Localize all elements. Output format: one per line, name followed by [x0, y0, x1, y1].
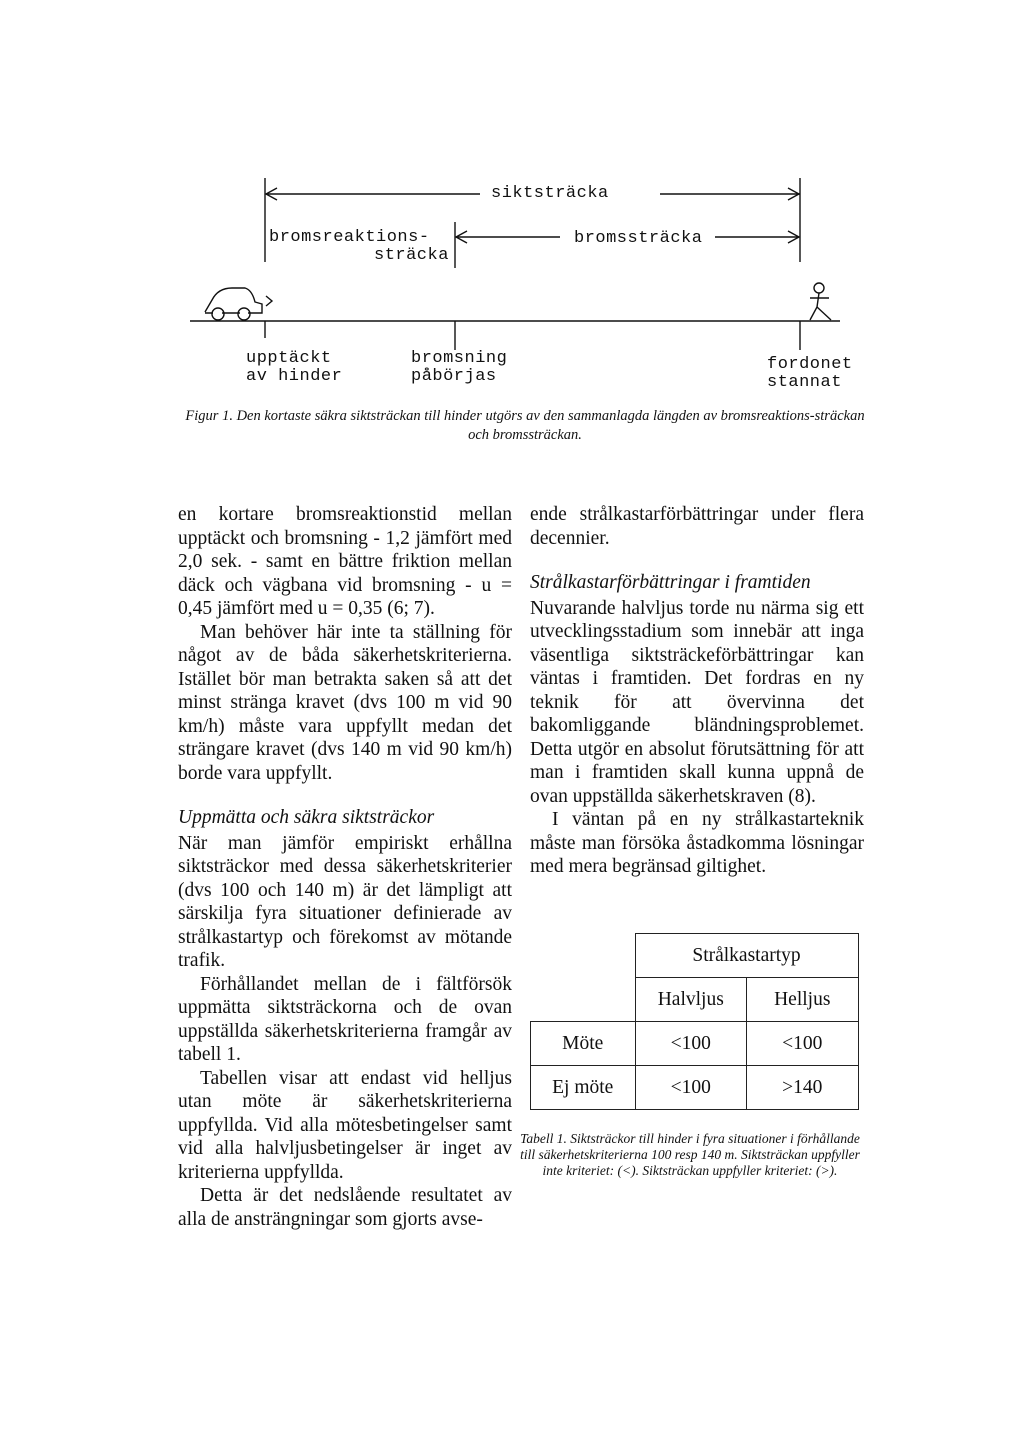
table-group-header: Strålkastartyp	[635, 934, 858, 978]
table-cell: >140	[747, 1066, 859, 1110]
section-heading: Strålkastarförbättringar i framtiden	[530, 572, 811, 593]
paragraph: När man jämför empiriskt erhållna siktsträckor med dessa säkerhetskriterier (dvs 100 och 140 m) är det lämpligt att särskilja fyra situationer definierade av strålkastartyp och förekomst av mötande trafik.	[178, 832, 512, 971]
paragraph: Nuvarande halvljus torde nu närma sig ett utvecklingsstadium som innebär att inga väsentliga siktsträckeförbättringar kan väntas i framtiden. Det fordras en ny teknik för att övervinna det bakomliggande bländningsproblemet. Detta utgör en absolut förutsättning för att man i framtiden skall kunna uppnå de ovan uppställda säkerhetskraven (8).	[530, 597, 864, 807]
event-detect-line1: upptäckt	[246, 349, 332, 368]
table-cell: <100	[635, 1066, 747, 1110]
car-icon	[205, 288, 272, 320]
table-row	[531, 1066, 859, 1110]
bromsstracka-label: bromssträcka	[574, 229, 703, 248]
siktstracka-label: siktsträcka	[491, 184, 609, 203]
table-cell: <100	[635, 1022, 747, 1066]
event-stop-line1: fordonet	[767, 355, 853, 374]
event-brake-line2: påbörjas	[411, 367, 497, 386]
event-stop-line2: stannat	[767, 373, 842, 392]
table-col-header: Helljus	[747, 978, 859, 1022]
table-caption: Tabell 1. Siktsträckor till hinder i fyra situationer i förhållande till säkerhetskriterierna 100 resp 140 m. Siktsträckan uppfyller inte kriteriet: (<). Siktsträckan uppfyller kriteriet: (>).	[520, 1131, 860, 1178]
paragraph: I väntan på en ny strålkastarteknik måste man försöka åstadkomma lösningar med mera begränsad giltighet.	[530, 809, 864, 877]
section-heading: Uppmätta och säkra siktsträckor	[178, 807, 435, 828]
bromsreaktion-label-line2: sträcka	[374, 246, 449, 265]
table-row-label: Möte	[531, 1022, 636, 1066]
empty-cell	[531, 934, 636, 978]
table-header-row	[531, 978, 859, 1022]
paragraph: ende strålkastarförbättringar under flera decennier.	[530, 504, 864, 549]
paragraph: Tabellen visar att endast vid helljus utan möte är säkerhetskriterierna uppfyllda. Vid alla mötesbetingelser samt vid alla halvljusbetingelser är inget av kriterierna uppfyllda.	[178, 1067, 512, 1183]
table-row-label: Ej möte	[531, 1066, 636, 1110]
sight-distance-diagram	[0, 0, 1024, 400]
paragraph: Man behöver här inte ta ställning för något av de båda säkerhetskriterierna. Istället bör man betrakta saken så att det minst stränga kravet (dvs 100 m vid 90 km/h) måste vara uppfyllt medan det strängare kravet (dvs 140 m vid 90 km/h) borde vara uppfyllt.	[178, 621, 512, 784]
event-detect-line2: av hinder	[246, 367, 343, 386]
empty-cell	[531, 978, 636, 1022]
table-header-row	[531, 934, 859, 978]
bromsreaktion-label-line1: bromsreaktions-	[269, 228, 430, 247]
left-column	[178, 503, 512, 1231]
paragraph: Detta är det nedslående resultatet av alla de ansträngningar som gjorts avse-	[178, 1185, 512, 1230]
results-table	[530, 933, 859, 1110]
paragraph: Förhållandet mellan de i fältförsök uppmätta siktsträckorna och de ovan uppställda säkerhetskriterierna framgår av tabell 1.	[178, 973, 512, 1065]
pedestrian-icon	[810, 283, 831, 320]
table-col-header: Halvljus	[635, 978, 747, 1022]
right-column	[530, 503, 864, 879]
table-cell: <100	[747, 1022, 859, 1066]
figure-caption: Figur 1. Den kortaste säkra siktsträckan till hinder utgörs av den sammanlagda längden av bromsreaktions-sträckan och bromssträckan.	[185, 408, 865, 443]
paragraph: en kortare bromsreaktionstid mellan upptäckt och bromsning - 1,2 jämfört med 2,0 sek. - samt en bättre friktion mellan däck och vägbana vid bromsning - u = 0,45 jämfört med u = 0,35 (6; 7).	[178, 504, 512, 619]
table-row	[531, 1022, 859, 1066]
event-brake-line1: bromsning	[411, 349, 508, 368]
